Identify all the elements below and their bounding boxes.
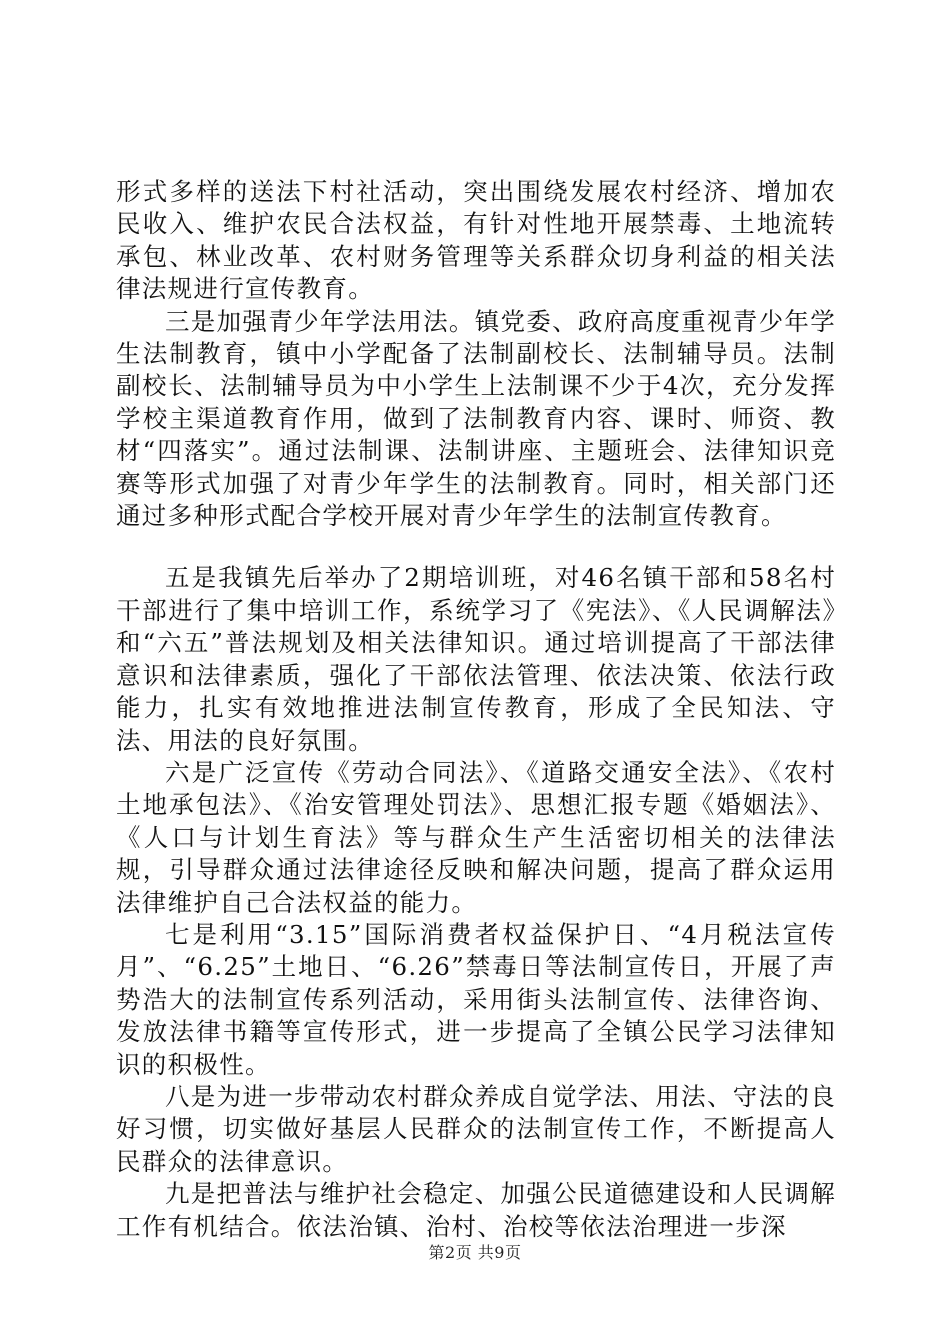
document-body xyxy=(116,176,836,1243)
paragraph-eight: 八是为进一步带动农村群众养成自觉学法、用法、守法的良好习惯，切实做好基层人民群众的法制宣传工作，不断提高人民群众的法律意识。 xyxy=(116,1081,836,1176)
paragraph-five: 五是我镇先后举办了2期培训班，对46名镇干部和58名村干部进行了集中培训工作，系统学习了《宪法》、《人民调解法》和“六五”普法规划及相关法律知识。通过培训提高了干部法律意识和法律素质，强化了干部依法管理、依法决策、依法行政能力，扎实有效地推进法制宣传教育，形成了全民知法、守法、用法的良好氛围。 xyxy=(116,563,836,755)
paragraph-continuation: 形式多样的送法下村社活动，突出围绕发展农村经济、增加农民收入、维护农民合法权益，有针对性地开展禁毒、土地流转承包、林业改革、农村财务管理等关系群众切身利益的相关法律法规进行宣传教育。 xyxy=(116,177,836,304)
paragraph-seven: 七是利用“3.15”国际消费者权益保护日、“4月税法宣传月”、“6.25”土地日、“6.26”禁毒日等法制宣传日，开展了声势浩大的法制宣传系列活动，采用街头法制宣传、法律咨询、发放法律书籍等宣传形式，进一步提高了全镇公民学习法律知识的积极性。 xyxy=(116,919,836,1079)
paragraph-three: 三是加强青少年学法用法。镇党委、政府高度重视青少年学生法制教育，镇中小学配备了法制副校长、法制辅导员。法制副校长、法制辅导员为中小学生上法制课不少于4次，充分发挥学校主渠道教育作用，做到了法制教育内容、课时、师资、教材“四落实”。通过法制课、法制讲座、主题班会、法律知识竞赛等形式加强了对青少年学生的法制教育。同时，相关部门还通过多种形式配合学校开展对青少年学生的法制宣传教育。 xyxy=(116,306,837,531)
paragraph-gap xyxy=(116,532,836,562)
paragraph-six: 六是广泛宣传《劳动合同法》、《道路交通安全法》、《农村土地承包法》、《治安管理处罚法》、思想汇报专题《婚姻法》、《人口与计划生育法》等与群众生产生活密切相关的法律法规，引导群众通过法律途径反映和解决问题，提高了群众运用法律维护自己合法权益的能力。 xyxy=(116,757,837,917)
paragraph-nine: 九是把普法与维护社会稳定、加强公民道德建设和人民调解工作有机结合。依法治镇、治村、治校等依法治理进一步深 xyxy=(116,1179,836,1241)
page-footer: 第2页 共9页 xyxy=(428,1243,522,1262)
